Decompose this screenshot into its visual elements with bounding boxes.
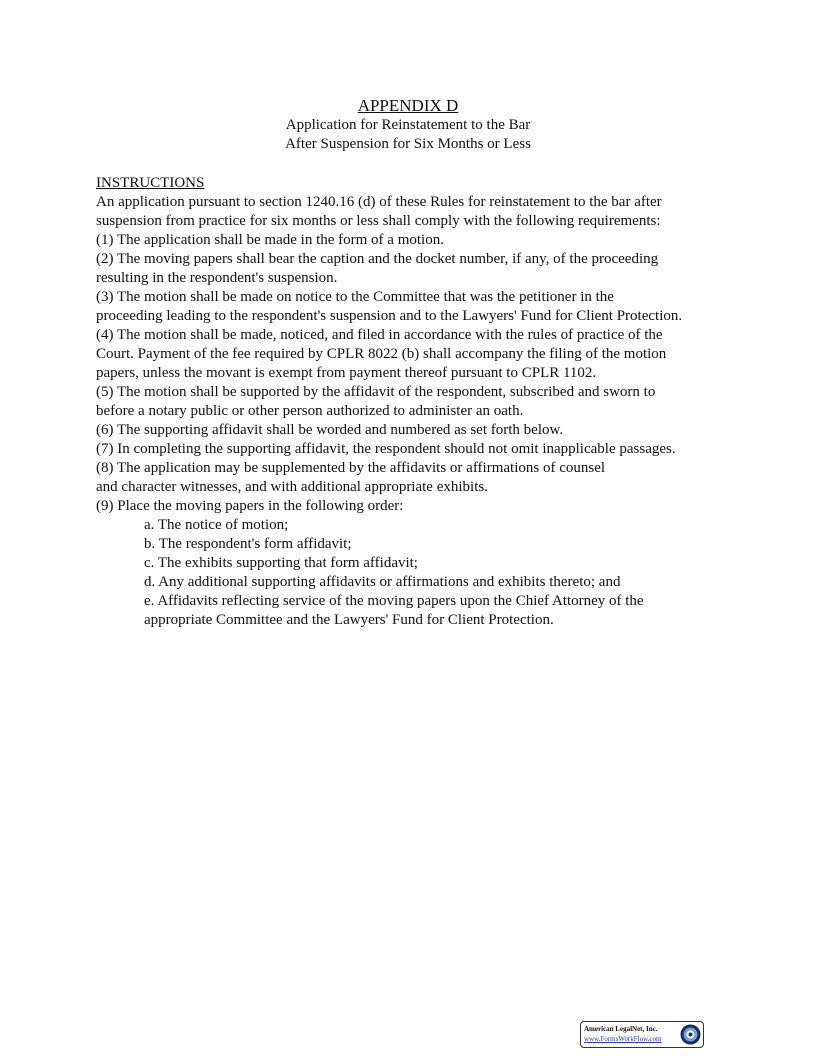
instruction-line: (7) In completing the supporting affidavit, the respondent should not omit inapplicable passages. bbox=[96, 441, 676, 457]
instruction-line: (8) The application may be supplemented by the affidavits or affirmations of counsel bbox=[96, 460, 606, 476]
appendix-title: APPENDIX D bbox=[357, 96, 459, 115]
publisher-name: American LegalNet, Inc. bbox=[584, 1025, 658, 1033]
order-item: d. Any additional supporting affidavits or affirmations and exhibits thereto; and bbox=[144, 574, 621, 590]
order-item: appropriate Committee and the Lawyers' Fund for Client Protection. bbox=[144, 612, 554, 628]
instruction-line: Court. Payment of the fee required by CPLR 8022 (b) shall accompany the filing of the motion bbox=[96, 346, 667, 362]
instruction-line: papers, unless the movant is exempt from payment thereof pursuant to CPLR 1102. bbox=[96, 365, 597, 381]
instruction-line: (1) The application shall be made in the form of a motion. bbox=[96, 232, 444, 248]
publisher-link[interactable]: www.FormsWorkFlow.com bbox=[584, 1035, 662, 1043]
order-item: e. Affidavits reflecting service of the moving papers upon the Chief Attorney of the bbox=[144, 593, 644, 609]
instruction-line: (9) Place the moving papers in the following order: bbox=[96, 498, 404, 514]
publisher-logo bbox=[580, 1021, 704, 1048]
instruction-line: resulting in the respondent's suspension. bbox=[96, 270, 338, 286]
document-header bbox=[0, 96, 816, 154]
instruction-line: (4) The motion shall be made, noticed, and filed in accordance with the rules of practice of the bbox=[96, 327, 663, 343]
globe-logo-icon bbox=[680, 1024, 701, 1045]
instructions-heading: INSTRUCTIONS bbox=[96, 175, 205, 191]
instruction-line: and character witnesses, and with additional appropriate exhibits. bbox=[96, 479, 488, 495]
order-item: b. The respondent's form affidavit; bbox=[144, 536, 352, 552]
instruction-line: suspension from practice for six months or less shall comply with the following requirements: bbox=[96, 213, 661, 229]
instruction-line: An application pursuant to section 1240.16 (d) of these Rules for reinstatement to the bar after bbox=[96, 194, 662, 210]
order-item: c. The exhibits supporting that form affidavit; bbox=[144, 555, 418, 571]
instruction-line: proceeding leading to the respondent's suspension and to the Lawyers' Fund for Client Protection. bbox=[96, 308, 683, 324]
subtitle-line-1: Application for Reinstatement to the Bar bbox=[285, 117, 531, 133]
instructions-section bbox=[96, 174, 726, 630]
subtitle-line-2: After Suspension for Six Months or Less bbox=[285, 136, 531, 152]
instruction-line: (2) The moving papers shall bear the caption and the docket number, if any, of the proceeding bbox=[96, 251, 659, 267]
instruction-line: before a notary public or other person authorized to administer an oath. bbox=[96, 403, 524, 419]
instruction-line: (6) The supporting affidavit shall be worded and numbered as set forth below. bbox=[96, 422, 564, 438]
order-item: a. The notice of motion; bbox=[144, 517, 289, 533]
instruction-line: (3) The motion shall be made on notice to the Committee that was the petitioner in the bbox=[96, 289, 614, 305]
instruction-line: (5) The motion shall be supported by the affidavit of the respondent, subscribed and sworn to bbox=[96, 384, 656, 400]
